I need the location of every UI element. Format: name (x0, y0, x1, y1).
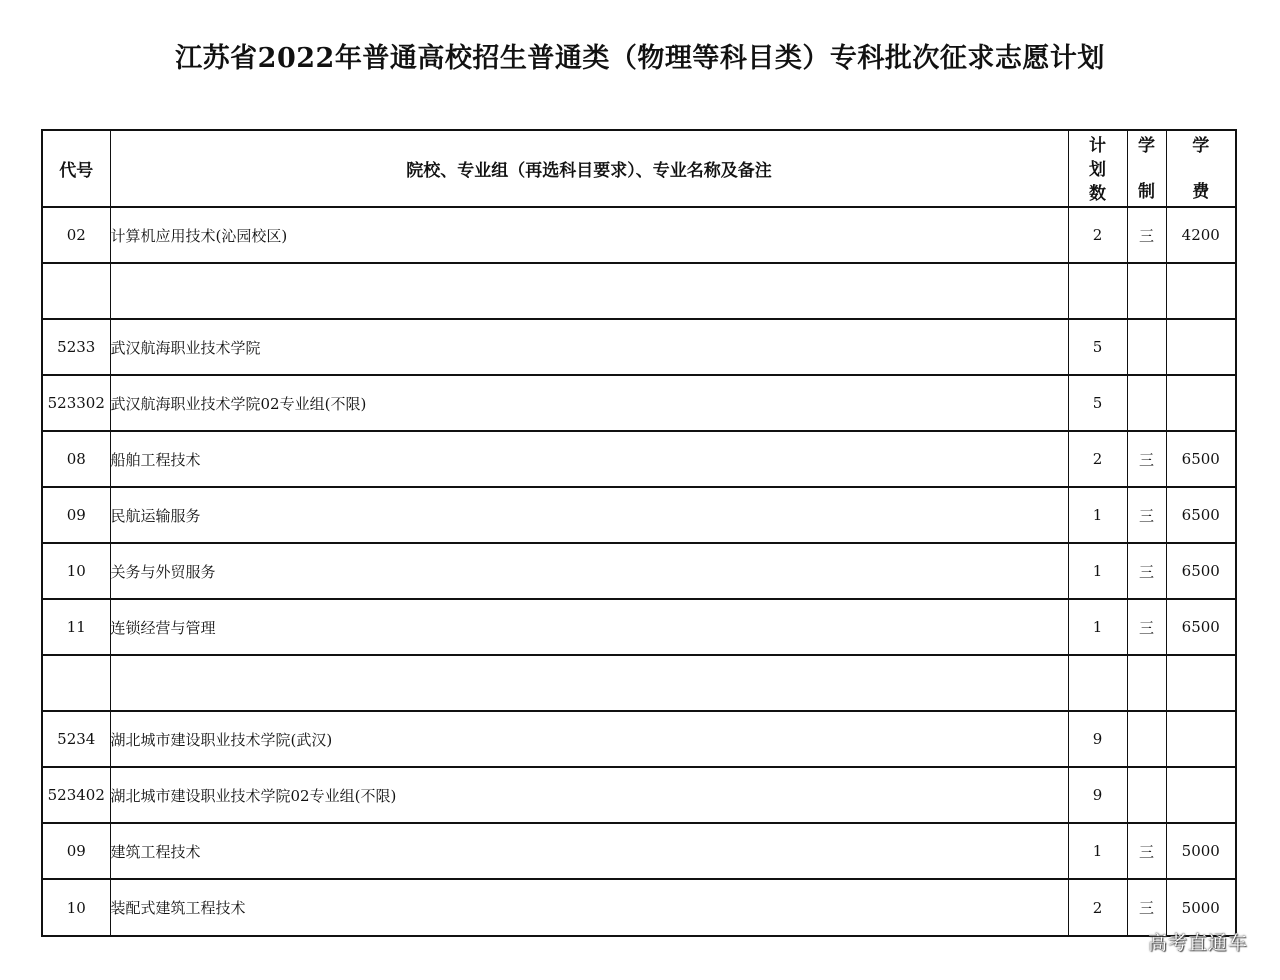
table-header-row (42, 130, 1236, 207)
cell-name: 连锁经营与管理 (110, 599, 1068, 655)
cell-system: 三 (1127, 879, 1166, 936)
cell-plan: 2 (1068, 207, 1127, 263)
cell-code: 08 (42, 431, 110, 487)
cell-system: 三 (1127, 207, 1166, 263)
cell-name: 计算机应用技术(沁园校区) (110, 207, 1068, 263)
cell-code: 523402 (42, 767, 110, 823)
cell-code: 10 (42, 879, 110, 936)
header-plan (1068, 130, 1127, 207)
cell-name: 民航运输服务 (110, 487, 1068, 543)
cell-name (110, 655, 1068, 711)
cell-fee: 5000 (1166, 823, 1236, 879)
cell-name: 武汉航海职业技术学院 (110, 319, 1068, 375)
table-row (42, 655, 1236, 711)
cell-name: 武汉航海职业技术学院02专业组(不限) (110, 375, 1068, 431)
cell-name: 船舶工程技术 (110, 431, 1068, 487)
cell-plan: 1 (1068, 543, 1127, 599)
cell-code: 5233 (42, 319, 110, 375)
cell-system (1127, 375, 1166, 431)
table-row (42, 375, 1236, 431)
cell-fee (1166, 767, 1236, 823)
cell-plan (1068, 655, 1127, 711)
cell-system: 三 (1127, 823, 1166, 879)
header-system-char-1: 学 (1138, 135, 1155, 156)
header-fee-char-2: 费 (1192, 181, 1210, 202)
cell-name: 湖北城市建设职业技术学院(武汉) (110, 711, 1068, 767)
cell-fee (1166, 263, 1236, 319)
table-row (42, 879, 1236, 936)
cell-name: 装配式建筑工程技术 (110, 879, 1068, 936)
cell-name: 建筑工程技术 (110, 823, 1068, 879)
table-row (42, 431, 1236, 487)
cell-fee (1166, 319, 1236, 375)
cell-fee: 4200 (1166, 207, 1236, 263)
table-row (42, 319, 1236, 375)
cell-system: 三 (1127, 431, 1166, 487)
cell-system: 三 (1127, 599, 1166, 655)
cell-fee: 6500 (1166, 599, 1236, 655)
cell-system (1127, 319, 1166, 375)
cell-system (1127, 711, 1166, 767)
table-row (42, 207, 1236, 263)
cell-code: 10 (42, 543, 110, 599)
header-code: 代号 (42, 130, 110, 207)
cell-code: 11 (42, 599, 110, 655)
table-row (42, 711, 1236, 767)
watermark: 高考直通车 (1147, 932, 1248, 954)
cell-fee (1166, 375, 1236, 431)
cell-plan: 2 (1068, 431, 1127, 487)
cell-code: 5234 (42, 711, 110, 767)
cell-plan: 5 (1068, 375, 1127, 431)
cell-system: 三 (1127, 487, 1166, 543)
table-row (42, 767, 1236, 823)
table-row (42, 543, 1236, 599)
cell-plan: 2 (1068, 879, 1127, 936)
header-system-char-2: 制 (1138, 181, 1155, 202)
cell-code: 523302 (42, 375, 110, 431)
header-system (1127, 130, 1166, 207)
table-row (42, 599, 1236, 655)
cell-system (1127, 263, 1166, 319)
header-plan-char-3: 数 (1089, 183, 1106, 204)
cell-name (110, 263, 1068, 319)
cell-fee: 6500 (1166, 487, 1236, 543)
cell-fee (1166, 711, 1236, 767)
admission-plan-table (41, 129, 1237, 937)
cell-fee: 5000 (1166, 879, 1236, 936)
cell-name: 关务与外贸服务 (110, 543, 1068, 599)
cell-system: 三 (1127, 543, 1166, 599)
cell-system (1127, 767, 1166, 823)
cell-plan: 1 (1068, 823, 1127, 879)
cell-code (42, 655, 110, 711)
header-plan-char-1: 计 (1089, 135, 1106, 156)
cell-name: 湖北城市建设职业技术学院02专业组(不限) (110, 767, 1068, 823)
cell-code: 02 (42, 207, 110, 263)
cell-fee: 6500 (1166, 543, 1236, 599)
cell-plan: 1 (1068, 599, 1127, 655)
header-fee-char-1: 学 (1192, 135, 1210, 156)
header-plan-char-2: 划 (1089, 159, 1106, 180)
cell-plan: 9 (1068, 767, 1127, 823)
table-row (42, 487, 1236, 543)
cell-plan: 9 (1068, 711, 1127, 767)
header-name: 院校、专业组（再选科目要求）、专业名称及备注 (110, 130, 1068, 207)
cell-fee (1166, 655, 1236, 711)
header-fee (1166, 130, 1236, 207)
cell-plan: 5 (1068, 319, 1127, 375)
cell-code (42, 263, 110, 319)
table-row (42, 823, 1236, 879)
cell-fee: 6500 (1166, 431, 1236, 487)
cell-code: 09 (42, 487, 110, 543)
table-row (42, 263, 1236, 319)
page-title: 江苏省2022年普通高校招生普通类（物理等科目类）专科批次征求志愿计划 (175, 43, 1105, 74)
cell-system (1127, 655, 1166, 711)
cell-code: 09 (42, 823, 110, 879)
cell-plan: 1 (1068, 487, 1127, 543)
cell-plan (1068, 263, 1127, 319)
